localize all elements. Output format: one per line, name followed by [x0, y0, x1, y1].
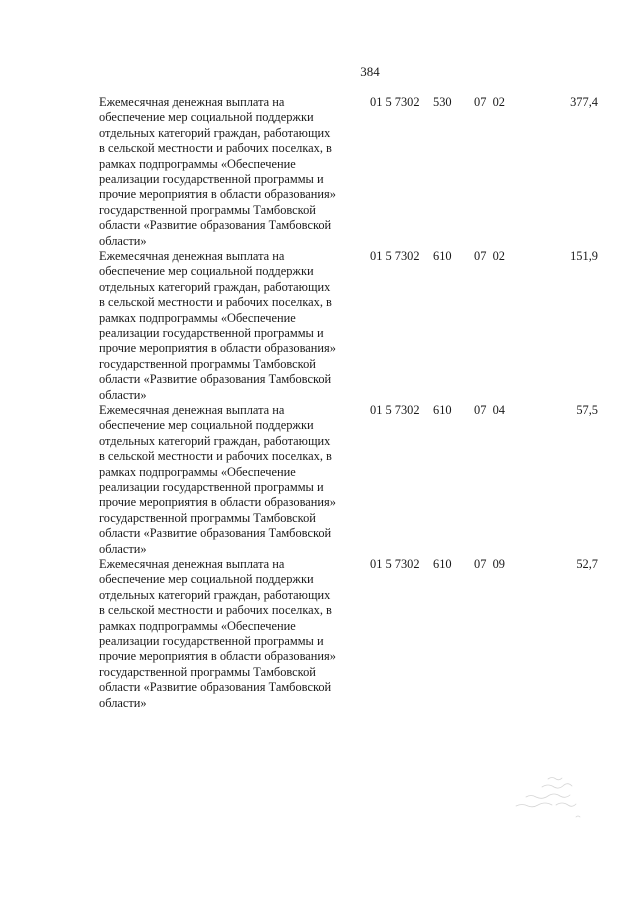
budget-table [0, 95, 640, 711]
row-target-article-code: 01 5 7302 [370, 557, 420, 571]
row-description: Ежемесячная денежная выплата на обеспечение мер социальной поддержки отдельных категорий граждан, работающих в сельской местности и рабочих поселках, в рамках подпрограммы «Обеспечение реализации государственной программы и прочие мероприятия в области образования» государственной программы Тамбовской области «Развитие образования Тамбовской области» [99, 95, 336, 248]
table-row [0, 557, 640, 711]
page-number: 384 [360, 64, 380, 79]
row-amount: 52,7 [576, 557, 598, 571]
table-row [0, 403, 640, 557]
table-row [0, 95, 640, 249]
row-expense-type-code: 530 [433, 95, 452, 109]
table-row [0, 249, 640, 403]
row-section-code: 07 02 [474, 249, 505, 263]
row-expense-type-code: 610 [433, 249, 452, 263]
faded-stamp-mark [496, 773, 596, 823]
row-target-article-code: 01 5 7302 [370, 249, 420, 263]
row-section-code: 07 04 [474, 403, 505, 417]
row-description: Ежемесячная денежная выплата на обеспечение мер социальной поддержки отдельных категорий граждан, работающих в сельской местности и рабочих поселках, в рамках подпрограммы «Обеспечение реализации государственной программы и прочие мероприятия в области образования» государственной программы Тамбовской области «Развитие образования Тамбовской области» [99, 249, 336, 402]
row-section-code: 07 09 [474, 557, 505, 571]
row-description: Ежемесячная денежная выплата на обеспечение мер социальной поддержки отдельных категорий граждан, работающих в сельской местности и рабочих поселках, в рамках подпрограммы «Обеспечение реализации государственной программы и прочие мероприятия в области образования» государственной программы Тамбовской области «Развитие образования Тамбовской области» [99, 403, 336, 556]
row-target-article-code: 01 5 7302 [370, 95, 420, 109]
row-amount: 57,5 [576, 403, 598, 417]
row-description: Ежемесячная денежная выплата на обеспечение мер социальной поддержки отдельных категорий граждан, работающих в сельской местности и рабочих поселках, в рамках подпрограммы «Обеспечение реализации государственной программы и прочие мероприятия в области образования» государственной программы Тамбовской области «Развитие образования Тамбовской области» [99, 557, 336, 710]
row-section-code: 07 02 [474, 95, 505, 109]
row-expense-type-code: 610 [433, 403, 452, 417]
row-amount: 377,4 [570, 95, 598, 109]
row-amount: 151,9 [570, 249, 598, 263]
row-expense-type-code: 610 [433, 557, 452, 571]
row-target-article-code: 01 5 7302 [370, 403, 420, 417]
